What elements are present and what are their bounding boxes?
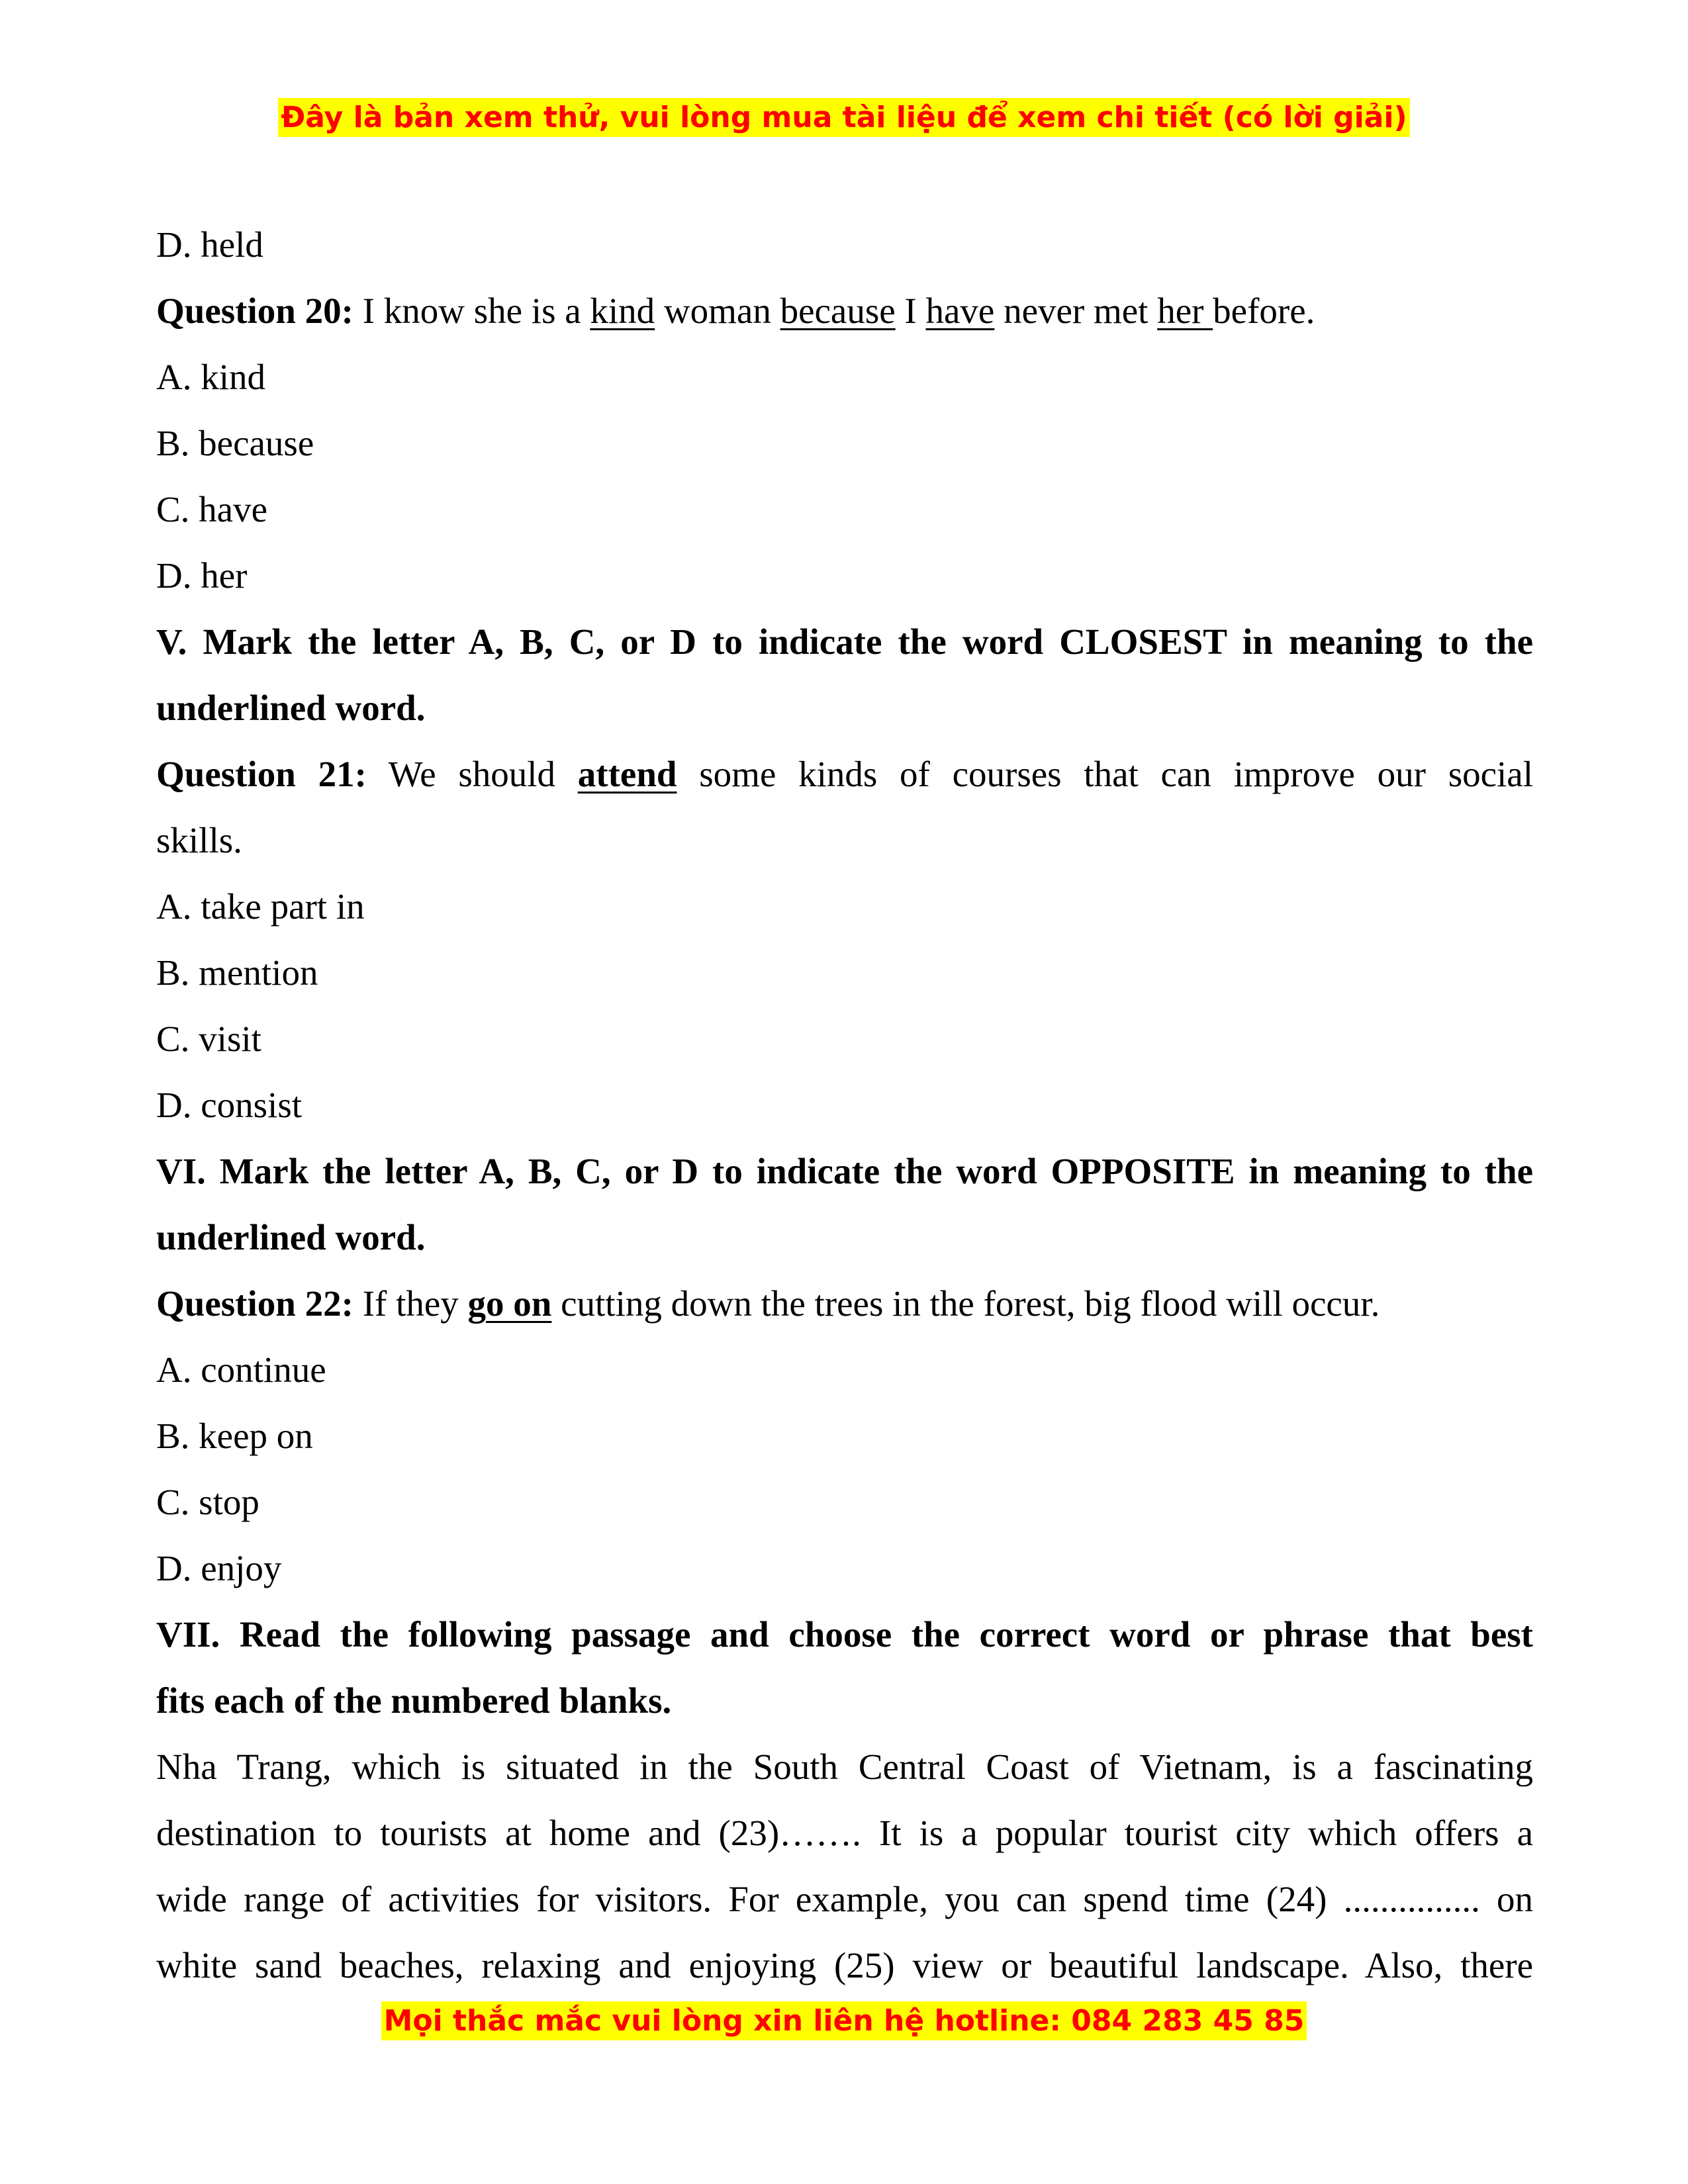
question-22-label: Question 22: <box>156 1283 353 1324</box>
q20-option-b: B. because <box>156 423 314 463</box>
hotline-banner: Mọi thắc mắc vui lòng xin liên hệ hotline: 084 283 45 85 <box>0 2004 1688 2038</box>
underlined-have: have <box>925 291 995 331</box>
question-20: Question 20: I know she is a kind woman because I have never met her before. <box>156 291 1315 331</box>
question-21: Question 21: We should attend some kinds of courses that can improve our social <box>156 754 1533 794</box>
q21-option-b: B. mention <box>156 952 318 993</box>
underlined-because: because <box>780 291 896 331</box>
section-7-heading-line2: fits each of the numbered blanks. <box>156 1680 672 1721</box>
passage-line-4: white sand beaches, relaxing and enjoying (25) view or beautiful landscape. Also, there <box>156 1945 1533 1985</box>
underlined-her: her <box>1157 291 1213 331</box>
question-21-label: Question 21: <box>156 754 367 794</box>
passage-line-1: Nha Trang, which is situated in the South Central Coast of Vietnam, is a fascinating <box>156 1747 1533 1787</box>
section-7-heading-line1: VII. Read the following passage and choose the correct word or phrase that best <box>156 1614 1533 1655</box>
question-20-label: Question 20: <box>156 291 353 331</box>
section-6-heading-line1: VI. Mark the letter A, B, C, or D to indicate the word OPPOSITE in meaning to the <box>156 1151 1533 1191</box>
q22-option-c: C. stop <box>156 1482 259 1522</box>
q20-option-c: C. have <box>156 489 268 529</box>
underlined-attend: attend <box>577 754 677 794</box>
section-5-heading-line2: underlined word. <box>156 688 426 728</box>
passage-line-2: destination to tourists at home and (23)……. It is a popular tourist city which offers a <box>156 1813 1533 1853</box>
section-5-heading-line1: V. Mark the letter A, B, C, or D to indicate the word CLOSEST in meaning to the <box>156 621 1533 662</box>
q21-option-c: C. visit <box>156 1019 261 1059</box>
underlined-kind: kind <box>590 291 655 331</box>
preview-notice-banner: Đây là bản xem thử, vui lòng mua tài liệu để xem chi tiết (có lời giải) <box>0 101 1688 134</box>
q20-option-d: D. her <box>156 555 248 596</box>
section-6-heading-line2: underlined word. <box>156 1217 426 1257</box>
q19-option-d: D. held <box>156 224 263 265</box>
question-22: Question 22: If they go on cutting down the trees in the forest, big flood will occur. <box>156 1283 1380 1324</box>
q22-option-d: D. enjoy <box>156 1548 282 1588</box>
underlined-go-on: go on <box>467 1283 552 1324</box>
q21-option-d: D. consist <box>156 1085 302 1125</box>
question-21-continuation: skills. <box>156 820 242 860</box>
passage-line-3: wide range of activities for visitors. For example, you can spend time (24) ............... on <box>156 1879 1533 1919</box>
q22-option-b: B. keep on <box>156 1416 313 1456</box>
q22-option-a: A. continue <box>156 1349 326 1390</box>
q20-option-a: A. kind <box>156 357 265 397</box>
q21-option-a: A. take part in <box>156 886 365 927</box>
document-body <box>156 212 1533 1999</box>
